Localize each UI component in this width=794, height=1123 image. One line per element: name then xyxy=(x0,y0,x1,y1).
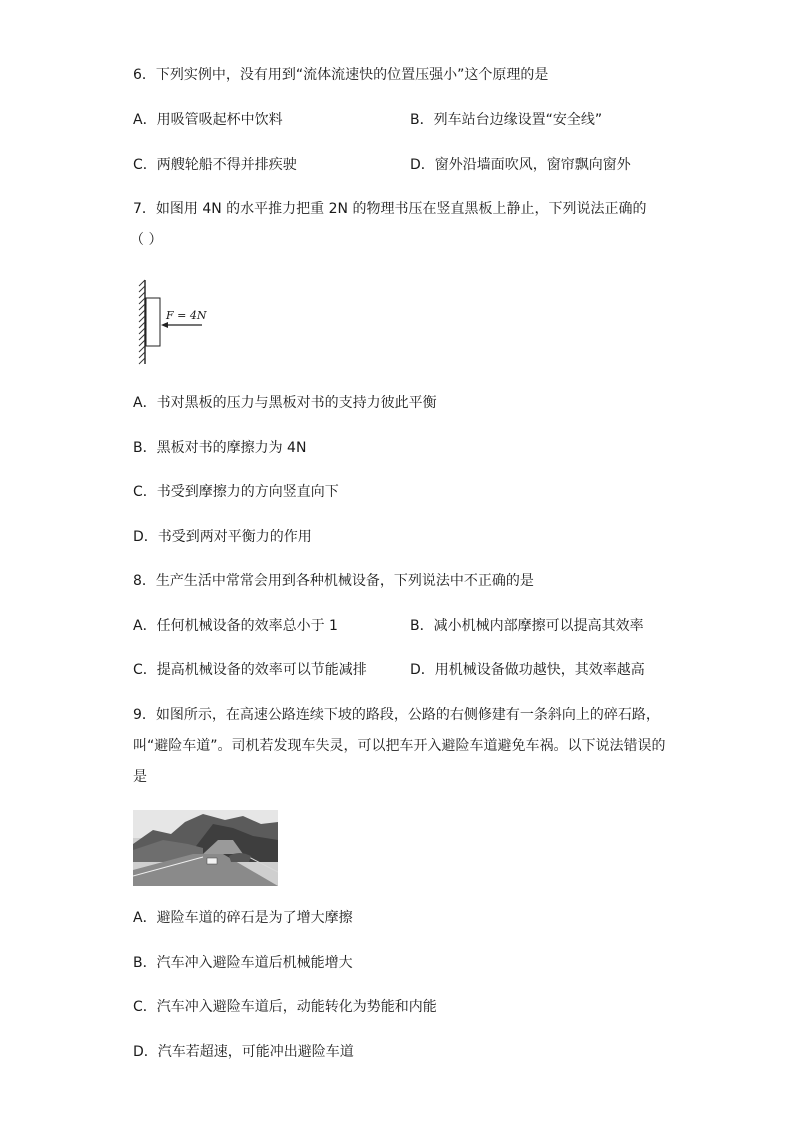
q9-stem-line3: 是 xyxy=(133,769,147,785)
force-label: F = 4N xyxy=(166,309,207,322)
ramp-photo-illustration xyxy=(133,810,278,886)
q6-option-a: A．用吸管吸起杯中饮料 xyxy=(133,112,283,128)
q8-option-b: B．减小机械内部摩擦可以提高其效率 xyxy=(410,618,644,634)
book-rect xyxy=(146,298,160,346)
q8-stem: 8．生产生活中常常会用到各种机械设备，下列说法中不正确的是 xyxy=(133,573,534,589)
q9-stem-line2: 叫“避险车道”。司机若发现车失灵，可以把车开入避险车道避免车祸。以下说法错误的 xyxy=(133,738,666,754)
wall-hatching xyxy=(139,280,145,364)
q6-option-b: B．列车站台边缘设置“安全线” xyxy=(410,112,603,128)
q9-option-b: B．汽车冲入避险车道后机械能增大 xyxy=(133,955,353,971)
q6-option-d: D．窗外沿墙面吹风，窗帘飘向窗外 xyxy=(410,157,631,173)
q7-option-c: C．书受到摩擦力的方向竖直向下 xyxy=(133,484,339,500)
q7-option-b: B．黑板对书的摩擦力为 4N xyxy=(133,440,307,456)
q7-option-d: D．书受到两对平衡力的作用 xyxy=(133,529,312,545)
q9-option-a: A．避险车道的碎石是为了增大摩擦 xyxy=(133,910,353,926)
q7-option-a: A．书对黑板的压力与黑板对书的支持力彼此平衡 xyxy=(133,395,437,411)
q9-option-c: C．汽车冲入避险车道后，动能转化为势能和内能 xyxy=(133,999,437,1015)
q9-option-d: D．汽车若超速，可能冲出避险车道 xyxy=(133,1044,354,1060)
q8-option-c: C．提高机械设备的效率可以节能减排 xyxy=(133,662,367,678)
q7-force-diagram xyxy=(138,278,213,368)
q9-stem-line1: 9．如图所示，在高速公路连续下坡的路段，公路的右侧修建有一条斜向上的碎石路， xyxy=(133,707,660,723)
q8-option-a: A．任何机械设备的效率总小于 1 xyxy=(133,618,338,634)
force-arrow-head xyxy=(161,322,168,328)
runaway-ramp-photo xyxy=(133,810,278,886)
wall-force-figure xyxy=(138,278,213,368)
q7-answer-paren: （ ） xyxy=(130,232,163,248)
q7-stem: 7．如图用 4N 的水平推力把重 2N 的物理书压在竖直黑板上静止，下列说法正确的 xyxy=(133,201,647,217)
q6-stem: 6．下列实例中，没有用到“流体流速快的位置压强小”这个原理的是 xyxy=(133,67,549,83)
q8-option-d: D．用机械设备做功越快，其效率越高 xyxy=(410,662,645,678)
q6-option-c: C．两艘轮船不得并排疾驶 xyxy=(133,157,297,173)
